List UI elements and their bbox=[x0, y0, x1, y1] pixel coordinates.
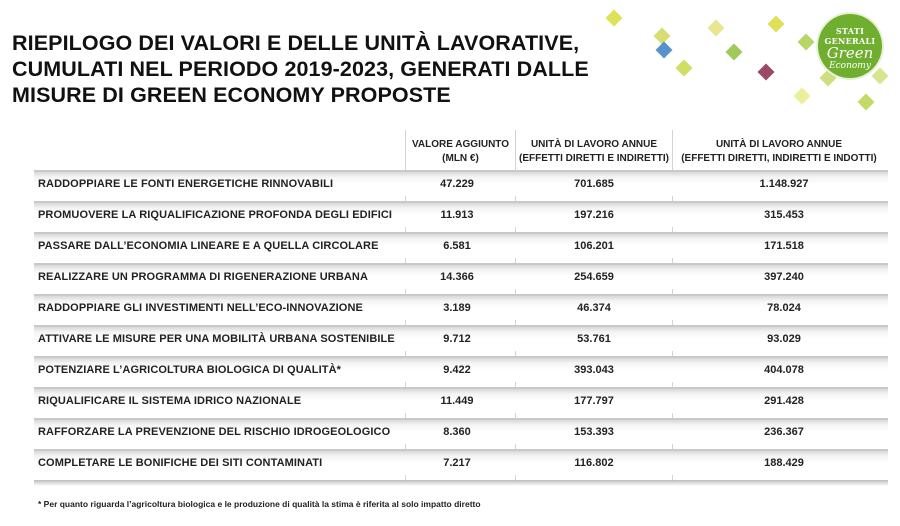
title-line-2: CUMULATI NEL PERIODO 2019-2023, GENERATI DALLE bbox=[12, 57, 589, 81]
cell-ula-dirette-indirette: 53.761 bbox=[577, 333, 611, 345]
row-label: PASSARE DALL’ECONOMIA LINEARE E A QUELLA CIRCOLARE bbox=[38, 240, 379, 252]
cell-ula-dirette-indirette: 197.216 bbox=[574, 209, 614, 221]
cell-ula-indotte: 315.453 bbox=[764, 209, 804, 221]
cube-icon bbox=[858, 94, 875, 111]
table-row bbox=[34, 325, 888, 351]
cell-ula-indotte: 1.148.927 bbox=[759, 178, 809, 190]
cube-icon bbox=[726, 44, 743, 61]
column-header-unita-lavoro-dirette-indirette: UNITÀ DI LAVORO ANNUE (EFFETTI DIRETTI E INDIRETTI) bbox=[519, 139, 669, 164]
logo-line-2: Green bbox=[826, 44, 874, 62]
title-line-1: RIEPILOGO DEI VALORI E DELLE UNITÀ LAVORATIVE, bbox=[12, 31, 580, 55]
row-label: RADDOPPIARE GLI INVESTIMENTI NELL’ECO-INNOVAZIONE bbox=[38, 302, 363, 314]
stati-generali-green-economy-logo bbox=[818, 14, 882, 78]
slide-title bbox=[12, 30, 652, 108]
table-bottom-shadow bbox=[34, 480, 888, 486]
cell-ula-indotte: 236.367 bbox=[764, 426, 804, 438]
cell-valore-aggiunto: 9.712 bbox=[443, 333, 471, 345]
row-label: RIQUALIFICARE IL SISTEMA IDRICO NAZIONALE bbox=[38, 395, 302, 407]
cube-icon bbox=[794, 88, 811, 105]
cube-icon bbox=[798, 34, 815, 51]
cell-valore-aggiunto: 11.449 bbox=[440, 395, 474, 407]
logo-line-1: STATI GENERALI bbox=[824, 26, 876, 46]
table-row bbox=[34, 387, 888, 413]
cube-icon bbox=[708, 20, 725, 37]
column-header-unita-lavoro-indotte: UNITÀ DI LAVORO ANNUE (EFFETTI DIRETTI, INDIRETTI E INDOTTI) bbox=[681, 139, 877, 164]
cell-ula-dirette-indirette: 254.659 bbox=[574, 271, 614, 283]
cell-ula-dirette-indirette: 153.393 bbox=[574, 426, 614, 438]
cell-valore-aggiunto: 11.913 bbox=[440, 209, 474, 221]
cell-valore-aggiunto: 9.422 bbox=[443, 364, 471, 376]
cell-ula-indotte: 397.240 bbox=[764, 271, 804, 283]
logo-line-3: Economy bbox=[829, 61, 871, 71]
table-row bbox=[34, 232, 888, 258]
cube-icon bbox=[656, 42, 673, 59]
cube-icon bbox=[606, 10, 623, 27]
cell-ula-indotte: 78.024 bbox=[767, 302, 801, 314]
cell-ula-dirette-indirette: 116.802 bbox=[574, 457, 614, 469]
cube-icon bbox=[676, 60, 693, 77]
cell-ula-dirette-indirette: 106.201 bbox=[574, 240, 614, 252]
cell-ula-indotte: 93.029 bbox=[767, 333, 801, 345]
cell-ula-indotte: 404.078 bbox=[764, 364, 804, 376]
table-row bbox=[34, 294, 888, 320]
table-row bbox=[34, 449, 888, 475]
cube-icon bbox=[768, 16, 785, 33]
cell-ula-dirette-indirette: 177.797 bbox=[574, 395, 614, 407]
cell-valore-aggiunto: 7.217 bbox=[443, 457, 471, 469]
cell-valore-aggiunto: 6.581 bbox=[443, 240, 471, 252]
cell-valore-aggiunto: 14.366 bbox=[440, 271, 474, 283]
table-row bbox=[34, 356, 888, 382]
cell-ula-indotte: 171.518 bbox=[764, 240, 804, 252]
table-row bbox=[34, 201, 888, 227]
row-label: REALIZZARE UN PROGRAMMA DI RIGENERAZIONE URBANA bbox=[38, 271, 369, 283]
cell-valore-aggiunto: 8.360 bbox=[443, 426, 471, 438]
title-line-3: MISURE DI GREEN ECONOMY PROPOSTE bbox=[12, 83, 451, 107]
cell-ula-indotte: 188.429 bbox=[764, 457, 804, 469]
cell-valore-aggiunto: 3.189 bbox=[443, 302, 471, 314]
row-label: ATTIVARE LE MISURE PER UNA MOBILITÀ URBANA SOSTENIBILE bbox=[38, 333, 395, 345]
cell-ula-dirette-indirette: 701.685 bbox=[574, 178, 614, 190]
cell-valore-aggiunto: 47.229 bbox=[440, 178, 474, 190]
row-label: RADDOPPIARE LE FONTI ENERGETICHE RINNOVABILI bbox=[38, 178, 334, 190]
column-header-valore-aggiunto: VALORE AGGIUNTO (MLN €) bbox=[411, 139, 510, 164]
footnote: * Per quanto riguarda l’agricoltura biologica e le produzione di qualità la stima è riferita al solo impatto diretto bbox=[38, 499, 481, 509]
cell-ula-dirette-indirette: 46.374 bbox=[577, 302, 611, 314]
row-label: POTENZIARE L’AGRICOLTURA BIOLOGICA DI QUALITÀ* bbox=[38, 364, 342, 376]
table-row bbox=[34, 263, 888, 289]
row-label: PROMUOVERE LA RIQUALIFICAZIONE PROFONDA DEGLI EDIFICI bbox=[38, 209, 393, 221]
row-label: COMPLETARE LE BONIFICHE DEI SITI CONTAMINATI bbox=[38, 457, 323, 469]
row-label: RAFFORZARE LA PREVENZIONE DEL RISCHIO IDROGEOLOGICO bbox=[38, 426, 391, 438]
cube-icon bbox=[758, 64, 775, 81]
cell-ula-dirette-indirette: 393.043 bbox=[574, 364, 614, 376]
cell-ula-indotte: 291.428 bbox=[764, 395, 804, 407]
table-row bbox=[34, 418, 888, 444]
table-row bbox=[34, 170, 888, 196]
